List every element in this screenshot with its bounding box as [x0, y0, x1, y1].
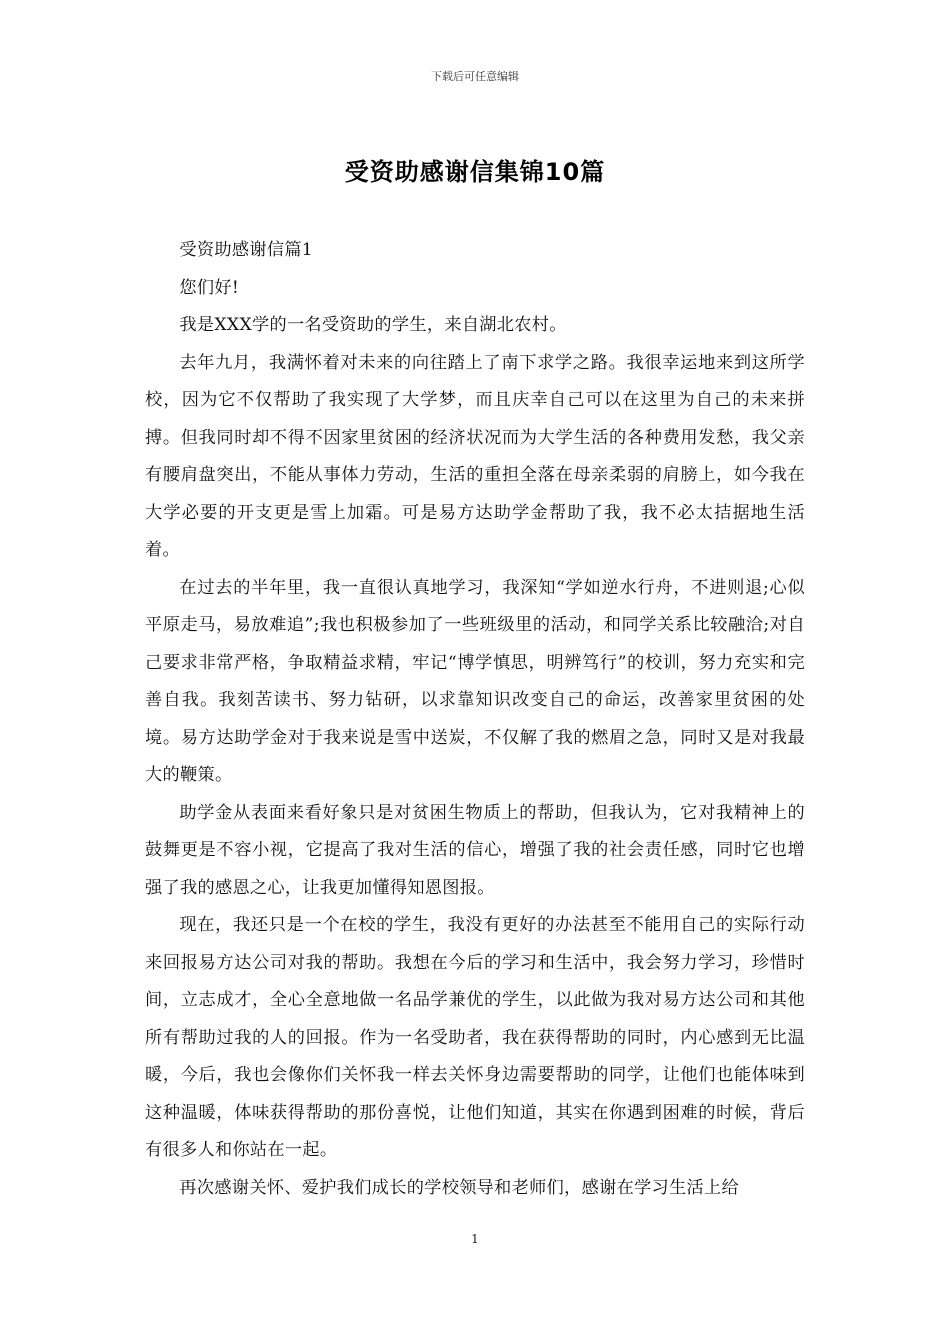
body-paragraph: 现在，我还只是一个在校的学生，我没有更好的办法甚至不能用自己的实际行动来回报易方达公司对我的帮助。我想在今后的学习和生活中，我会努力学习，珍惜时间，立志成才，全心全意地做一名品学兼优的学生，以此做为我对易方达公司和其他所有帮助过我的人的回报。作为一名受助者，我在获得帮助的同时，内心感到无比温暖，今后，我也会像你们关怀我一样去关怀身边需要帮助的同学，让他们也能体味到这种温暖，体味获得帮助的那份喜悦，让他们知道，其实在你遇到困难的时候，背后有很多人和你站在一起。: [145, 915, 805, 1160]
body-paragraph: 在过去的半年里，我一直很认真地学习，我深知“学如逆水行舟，不进则退;心似平原走马，易放难追”;我也积极参加了一些班级里的活动，和同学关系比较融洽;对自己要求非常严格，争取精益求精，牢记“博学慎思，明辨笃行”的校训，努力充实和完善自我。我刻苦读书、努力钻研，以求靠知识改变自己的命运，改善家里贫困的处境。易方达助学金对于我来说是雪中送炭，不仅解了我的燃眉之急，同时又是对我最大的鞭策。: [145, 577, 805, 785]
section-heading: 受资助感谢信篇1: [179, 240, 314, 260]
document-title: 受资助感谢信集锦10篇: [344, 158, 606, 186]
page-number: 1: [471, 1232, 479, 1246]
body-paragraph: 去年九月，我满怀着对未来的向往踏上了南下求学之路。我很幸运地来到这所学校，因为它不仅帮助了我实现了大学梦，而且庆幸自己可以在这里为自己的未来拼搏。但我同时却不得不因家里贫困的经济状况而为大学生活的各种费用发愁，我父亲有腰肩盘突出，不能从事体力劳动，生活的重担全落在母亲柔弱的肩膀上，如今我在大学必要的开支更是雪上加霜。可是易方达助学金帮助了我，我不必太拮据地生活着。: [145, 352, 805, 560]
page-header: 下载后可任意编辑: [431, 70, 519, 83]
salutation: 您们好!: [179, 277, 240, 298]
document-body: [145, 232, 805, 1207]
body-paragraph: 再次感谢关怀、爱护我们成长的学校领导和老师们，感谢在学习生活上给: [179, 1177, 739, 1198]
body-paragraph: 助学金从表面来看好象只是对贫困生物质上的帮助，但我认为，它对我精神上的鼓舞更是不容小视，它提高了我对生活的信心，增强了我的社会责任感，同时它也增强了我的感恩之心，让我更加懂得知恩图报。: [145, 802, 805, 898]
body-paragraph: 我是XXX学的一名受资助的学生，来自湖北农村。: [179, 315, 567, 335]
